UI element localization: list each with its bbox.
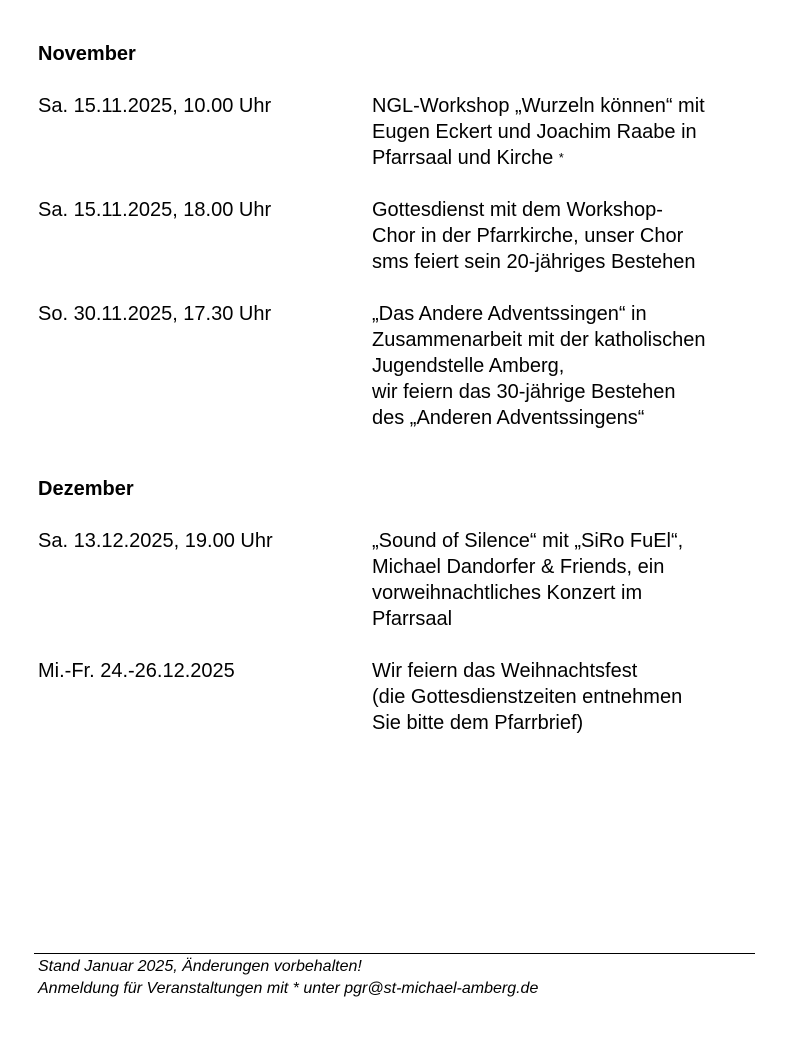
- event-description-line: Jugendstelle Amberg,: [372, 355, 565, 377]
- event-description-line: Eugen Eckert und Joachim Raabe in: [372, 121, 697, 143]
- event-description-line: [372, 145, 772, 171]
- event-description-line: Michael Dandorfer & Friends, ein: [372, 556, 665, 578]
- event-description: [372, 301, 772, 431]
- event-description: [372, 658, 772, 736]
- month-heading-dezember: Dezember: [38, 478, 134, 500]
- event-date: Sa. 13.12.2025, 19.00 Uhr: [38, 530, 273, 552]
- month-heading-november: November: [38, 43, 136, 65]
- footer-note: [38, 956, 538, 1000]
- event-description-line: vorweihnachtliches Konzert im: [372, 582, 643, 604]
- event-date: Sa. 15.11.2025, 18.00 Uhr: [38, 199, 272, 221]
- event-description-line: sms feiert sein 20-jähriges Bestehen: [372, 251, 696, 273]
- footer-registration-line: Anmeldung für Veranstaltungen mit * unter pgr@st-michael-amberg.de: [38, 980, 539, 997]
- event-description: [372, 93, 772, 171]
- event-description-line: Gottesdienst mit dem Workshop-: [372, 199, 663, 221]
- event-date: So. 30.11.2025, 17.30 Uhr: [38, 303, 272, 325]
- event-date: Sa. 15.11.2025, 10.00 Uhr: [38, 95, 272, 117]
- footer-status-line: Stand Januar 2025, Änderungen vorbehalten!: [38, 958, 362, 975]
- event-description-line: Chor in der Pfarrkirche, unser Chor: [372, 225, 684, 247]
- event-description-line: „Sound of Silence“ mit „SiRo FuEl“,: [372, 530, 684, 552]
- event-description-line: (die Gottesdienstzeiten entnehmen: [372, 686, 683, 708]
- event-description-line: Sie bitte dem Pfarrbrief): [372, 712, 584, 734]
- event-date: Mi.-Fr. 24.-26.12.2025: [38, 660, 235, 682]
- event-description-line: NGL-Workshop „Wurzeln können“ mit: [372, 95, 705, 117]
- event-description-line: „Das Andere Adventssingen“ in: [372, 303, 647, 325]
- event-description: [372, 528, 772, 632]
- event-description: [372, 197, 772, 275]
- event-description-line: des „Anderen Adventssingens“: [372, 407, 645, 429]
- event-description-text: Pfarrsaal und Kirche: [372, 147, 554, 169]
- event-description-line: Zusammenarbeit mit der katholischen: [372, 329, 706, 351]
- footer-divider: [34, 953, 755, 954]
- event-description-line: Pfarrsaal: [372, 608, 453, 630]
- event-description-line: Wir feiern das Weihnachtsfest: [372, 660, 638, 682]
- event-description-line: wir feiern das 30-jährige Bestehen: [372, 381, 676, 403]
- registration-asterisk: *: [558, 150, 564, 165]
